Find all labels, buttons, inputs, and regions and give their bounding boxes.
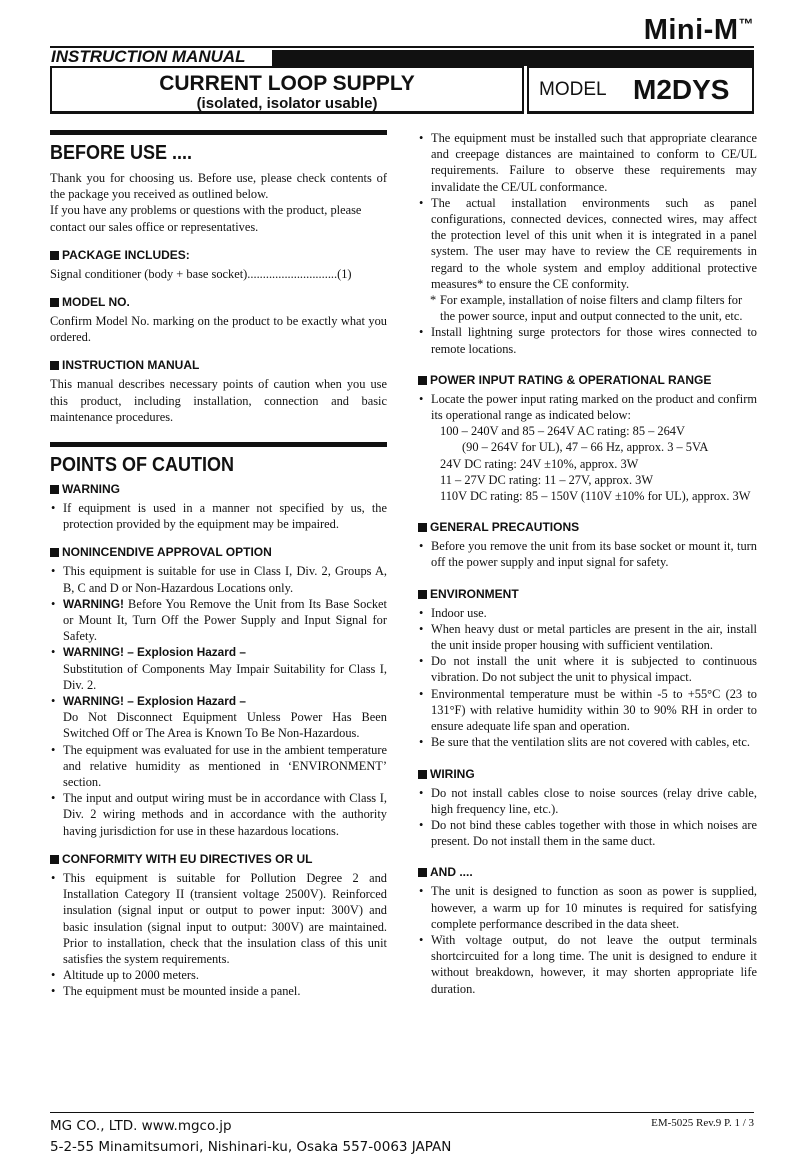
list-item: • The unit is designed to function as soon as power is supplied, however, a warm up for 10 minutes is required for satisfying complete performance described in the data sheet.	[419, 884, 757, 931]
list-item: • Do not bind these cables together with those in which noises are present. Do not install them in the same duct.	[419, 817, 757, 849]
footer-address: 5-2-55 Minamitsumori, Nishinari-ku, Osaka 557-0063 JAPAN	[50, 1139, 452, 1155]
list-item: • Install lightning surge protectors for those wires connected to remote locations.	[419, 325, 757, 356]
list-item: • Environmental temperature must be within -5 to +55°C (23 to 131°F) with relative humidity within 30 to 90% RH in order to ensure adequate life span and operation.	[419, 686, 757, 734]
square-bullet-icon	[50, 548, 59, 557]
list-item: • The equipment was evaluated for use in the ambient temperature and relative humidity as mentioned in ‘ENVIRONMENT’ section.	[51, 742, 387, 790]
subsection-wiring: WIRING	[418, 767, 757, 782]
power-rating-dc11: 11 – 27V DC rating: 11 – 27V, approx. 3W	[440, 472, 654, 487]
section-rule	[50, 130, 387, 135]
list-item: • The equipment must be installed such that appropriate clearance and creepage distances are maintained to conform to CE/UL requirements. Failure to observe these requirements may invalidate the CE/UL conformance.	[419, 131, 757, 194]
list-item: • Altitude up to 2000 meters.	[51, 968, 199, 983]
subsection-and: AND ....	[418, 865, 757, 880]
power-rating-ac: 100 – 240V and 85 – 264V AC rating: 85 – 264V	[440, 424, 685, 439]
subsection-instruction-manual: INSTRUCTION MANUAL	[50, 358, 387, 373]
header-bar	[272, 50, 754, 66]
subsection-model-no: MODEL NO.	[50, 295, 387, 310]
list-item: • Do not install the unit where it is subjected to continuous vibration. Do not subject the unit to physical impact.	[419, 654, 757, 685]
list-item: • Before you remove the unit from its base socket or mount it, turn off the power supply and input signal for safety.	[419, 539, 757, 570]
manual-title: INSTRUCTION MANUAL	[51, 47, 246, 66]
subsection-nonincendive: NONINCENDIVE APPROVAL OPTION	[50, 545, 387, 560]
subsection-general: GENERAL PRECAUTIONS	[418, 520, 757, 535]
product-title: CURRENT LOOP SUPPLY	[159, 72, 415, 95]
list-item: • Locate the power input rating marked on the product and confirm its operational range as indicated below:	[419, 391, 757, 423]
model-code: M2DYS	[633, 74, 730, 105]
square-bullet-icon	[418, 590, 427, 599]
section-title-before-use: BEFORE USE ....	[50, 142, 193, 164]
subsection-warning: WARNING	[50, 482, 387, 497]
left-column	[50, 130, 387, 1000]
footer-company: MG CO., LTD. www.mgco.jp	[50, 1118, 232, 1134]
list-item: • Do not install cables close to noise sources (relay drive cable, high frequency line, etc.).	[419, 785, 757, 816]
right-column	[418, 130, 757, 997]
square-bullet-icon	[418, 770, 427, 779]
square-bullet-icon	[418, 868, 427, 877]
square-bullet-icon	[50, 485, 59, 494]
list-item: • WARNING! – Explosion Hazard – Do Not Disconnect Equipment Unless Power Has Been Switched Off or The Area is Known To Be Non-Hazardous.	[51, 694, 387, 741]
list-item: • WARNING! – Explosion Hazard – Substitution of Components May Impair Suitability for Class I, Div. 2.	[51, 645, 387, 692]
subsection-environment: ENVIRONMENT	[418, 587, 757, 602]
list-item: • Indoor use.	[419, 605, 487, 620]
package-line: Signal conditioner (body + base socket).............................(1)	[50, 266, 352, 281]
footer-rule	[50, 1112, 754, 1113]
square-bullet-icon	[50, 361, 59, 370]
subsection-eu-ul: CONFORMITY WITH EU DIRECTIVES OR UL	[50, 852, 387, 867]
subsection-package: PACKAGE INCLUDES:	[50, 248, 387, 263]
list-item: • The equipment must be mounted inside a panel.	[51, 984, 301, 999]
square-bullet-icon	[50, 855, 59, 864]
title-box	[50, 66, 524, 114]
square-bullet-icon	[50, 251, 59, 260]
list-item: • The input and output wiring must be in accordance with Class I, Div. 2 wiring methods and in accordance with the authority having jurisdiction for use in these hazardous locations.	[51, 791, 387, 838]
model-label: MODEL	[539, 79, 607, 100]
list-item: • This equipment is suitable for use in Class I, Div. 2, Groups A, B, C and D or Non-Hazardous Locations only.	[51, 564, 387, 595]
model-box	[527, 66, 754, 114]
list-item: • If equipment is used in a manner not specified by us, the protection provided by the equipment may be impaired.	[51, 501, 387, 532]
power-rating-dc110: 110V DC rating: 85 – 150V (110V ±10% for UL), approx. 3W	[440, 489, 751, 504]
list-item: • WARNING! Before You Remove the Unit from Its Base Socket or Mount It, Turn Off the Power Supply and Input Signal for Safety.	[51, 596, 387, 644]
list-item: • With voltage output, do not leave the output terminals shortcircuited for a long time. The unit is designed to endure it without breakdown, however, it may shorten appropriate life duration.	[419, 932, 757, 996]
brand-name: Mini-M™	[643, 14, 754, 46]
power-rating-ac-ul: (90 – 264V for UL), 47 – 66 Hz, approx. 3 – 5VA	[462, 440, 709, 455]
section-rule	[50, 442, 387, 447]
power-rating-dc24: 24V DC rating: 24V ±10%, approx. 3W	[440, 456, 639, 471]
list-item: • The actual installation environments such as panel configurations, connected devices, connected wires, may affect the protection level of this unit when it is integrated in a panel system. The user may have to review the CE requirements in regard to the whole system and employ additional protective measures* to ensure the CE conformity.	[419, 195, 757, 291]
subsection-power: POWER INPUT RATING & OPERATIONAL RANGE	[418, 373, 757, 388]
square-bullet-icon	[418, 376, 427, 385]
square-bullet-icon	[418, 523, 427, 532]
square-bullet-icon	[50, 298, 59, 307]
intro-text-2: If you have any problems or questions with the product, please contact our sales office or representatives.	[50, 203, 362, 234]
footer-doc-number: EM-5025 Rev.9 P. 1 / 3	[651, 1117, 754, 1129]
intro-text: Thank you for choosing us. Before use, please check contents of the package you received as outlined below.	[50, 171, 387, 202]
manual-text: This manual describes necessary points of caution when you use this product, including installation, connection and basic maintenance procedures.	[50, 377, 387, 424]
model-text: Confirm Model No. marking on the product to be exactly what you ordered.	[50, 314, 387, 345]
footnote: * For example, installation of noise filters and clamp filters for the power source, input and output connected to the unit, etc.	[430, 293, 743, 324]
list-item: • This equipment is suitable for Pollution Degree 2 and Installation Category II (transient voltage 2500V). Reinforced insulation (signal input or output to power input: 300V) and basic insulation (signal input to output: 300V) are maintained. Prior to installation, check that the insulation class of this unit satisfies the system requirements.	[51, 870, 387, 966]
section-title-caution: POINTS OF CAUTION	[50, 454, 235, 477]
list-item: • Be sure that the ventilation slits are not covered with cables, etc.	[419, 735, 750, 750]
list-item: • When heavy dust or metal particles are present in the air, install the unit inside proper housing with sufficient ventilation.	[419, 621, 757, 653]
product-subtitle: (isolated, isolator usable)	[196, 95, 378, 112]
